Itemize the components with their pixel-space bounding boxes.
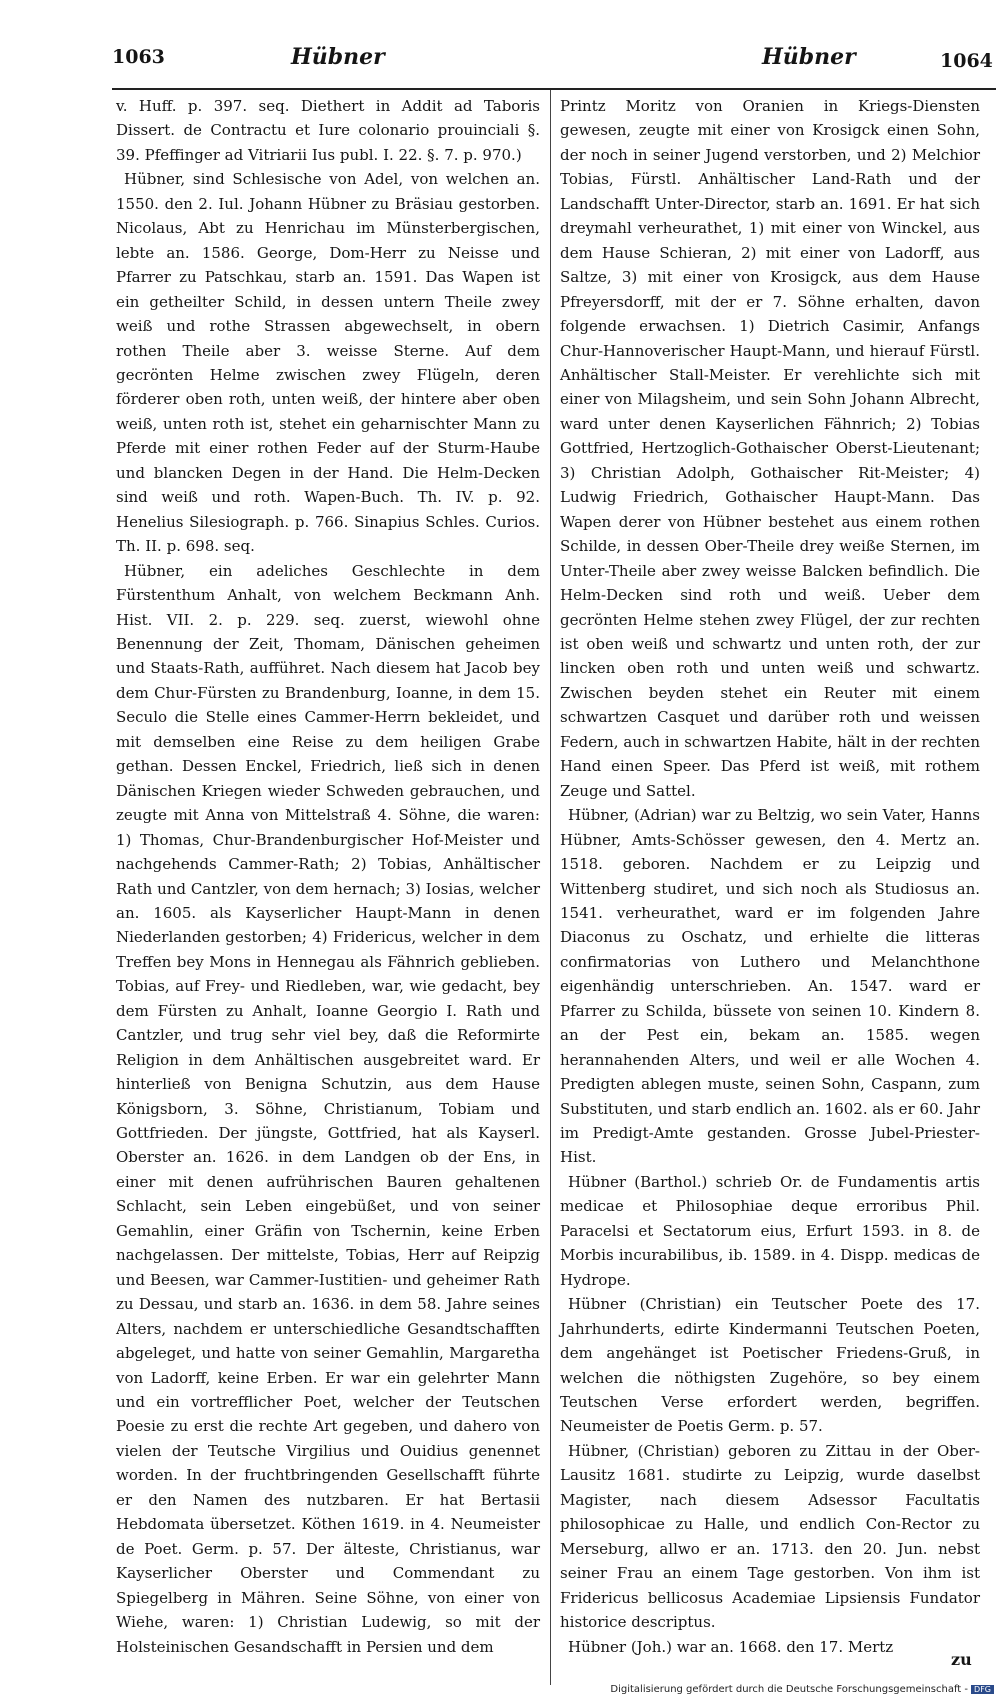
entry-paragraph: Printz Moritz von Oranien in Kriegs-Diensten gewesen, zeugte mit einer von Krosigck einen Sohn, der noch in seiner Jugend verstorben, und 2) Melchior Tobias, Fürstl. Anhältischer Land-Rath und der Landschafft Unter-Director, starb an. 1691. Er hat sich dreymahl verheurathet, 1) mit einer von Winckel, aus dem Hause Schieran, 2) mit einer von Ladorff, aus Saltze, 3) mit einer von Krosigck, aus dem Hause Pfreyersdorff, mit der er 7. Söhne erhalten, davon folgende erwachsen. 1) Dietrich Casimir, Anfangs Chur-Hannoverischer Haupt-Mann, und hierauf Fürstl. Anhältischer Stall-Meister. Er verehlichte sich mit einer von Milagsheim, und sein Sohn Johann Albrecht, ward unter denen Kayserlichen Fähnrich; 2) Tobias Gottfried, Hertzoglich-Gothaischer Oberst-Lieutenant; 3) Christian Adolph, Gothaischer Rit-Meister; 4) Ludwig Friedrich, Gothaischer Haupt-Mann. Das Wapen derer von Hübner bestehet aus einem rothen Schilde, in dessen Ober-Theile drey weiße Sternen, im Unter-Theile aber zwey weisse Balcken befindlich. Die Helm-Decken sind roth und weiß. Ueber dem gecrönten Helme stehen zwey Flügel, der zur rechten ist oben weiß und schwartz und unten roth, der zur lincken oben roth und unten weiß und schwartz. Zwischen beyden stehet ein Reuter mit einem schwartzen Casquet und darüber roth und weissen Federn, auch in schwartzen Habite, hält in der rechten Hand einen Speer. Das Pferd ist weiß, mit rothem Zeuge und Sattel. (560, 97, 980, 800)
dfg-logo: DFG (971, 1685, 994, 1694)
entry-paragraph: Hübner, sind Schlesische von Adel, von welchen an. 1550. den 2. Iul. Johann Hübner zu Bräsiau gestorben. Nicolaus, Abt zu Henrichau im Münsterbergischen, lebte an. 1586. George, Dom-Herr zu Neisse und Pfarrer zu Patschkau, starb an. 1591. Das Wapen ist ein getheilter Schild, in dessen untern Theile zwey weiß und rothe Strassen abgewechselt, in obern rothen Theile aber 3. weisse Sterne. Auf dem gecrönten Helme zwischen zwey Flügeln, deren förderer oben roth, unten weiß, der hintere aber oben weiß, unten roth ist, stehet ein geharnischter Mann zu Pferde mit einer rothen Feder auf der Sturm-Haube und blancken Degen in der Hand. Die Helm-Decken sind weiß und roth. Wapen-Buch. Th. IV. p. 92. Henelius Silesiograph. p. 766. Sinapius Schles. Curios. Th. II. p. 698. seq. (116, 170, 540, 556)
right-column (560, 94, 980, 1659)
column-divider (550, 90, 551, 1685)
entry-paragraph: v. Huff. p. 397. seq. Diethert in Addit ad Taboris Dissert. de Contractu et Iure colonario prouinciali §. 39. Pfeffinger ad Vitriarii Ius publ. I. 22. §. 7. p. 970.) (116, 97, 540, 164)
running-header (112, 44, 1000, 80)
entry-paragraph: Hübner (Joh.) war an. 1668. den 17. Mertz (568, 1637, 894, 1656)
entry-paragraph: Hübner, (Christian) geboren zu Zittau in der Ober-Lausitz 1681. studirte zu Leipzig, wurde daselbst Magister, nach diesem Adsessor Facultatis philosophicae zu Halle, und endlich Con-Rector zu Merseburg, allwo er an. 1713. den 20. Jun. nebst seiner Frau an einem Tage gestorben. Von ihm ist Fridericus bellicosus Academiae Lipsiensis Fundator historice descriptus. (560, 1441, 980, 1632)
digitization-footer (610, 1684, 994, 1695)
entry-paragraph: Hübner, (Adrian) war zu Beltzig, wo sein Vater, Hanns Hübner, Amts-Schösser gewesen, den 4. Mertz an. 1518. geboren. Nachdem er zu Leipzig und Wittenberg studiret, und sich noch als Studiosus an. 1541. verheurathet, ward er im folgenden Jahre Diaconus zu Oschatz, und erhielte die litteras confirmatorias von Luthero und Melanchthone eigenhändig unterschrieben. An. 1547. ward er Pfarrer zu Schilda, büssete von seinen 10. Kindern 8. an der Pest ein, bekam an. 1585. wegen herannahenden Alters, und weil er alle Wochen 4. Predigten ablegen muste, seinen Sohn, Caspann, zum Substituten, und starb endlich an. 1602. als er 60. Jahr im Predigt-Amte gestanden. Grosse Jubel-Priester-Hist. (560, 806, 980, 1167)
entry-paragraph: Hübner, ein adeliches Geschlechte in dem Fürstenthum Anhalt, von welchem Beckmann Anh. Hist. VII. 2. p. 229. seq. zuerst, wiewohl ohne Benennung der Zeit, Thomam, Dänischen geheimen und Staats-Rath, aufführet. Nach diesem hat Jacob bey dem Chur-Fürsten zu Brandenburg, Ioanne, in dem 15. Seculo die Stelle eines Cammer-Herrn bekleidet, und mit demselben eine Reise zu dem heiligen Grabe gethan. Dessen Enckel, Friedrich, ließ sich in denen Dänischen Kriegen wieder Schweden gebrauchen, und zeugte mit Anna von Mittelstraß 4. Söhne, die waren: 1) Thomas, Chur-Brandenburgischer Hof-Meister und nachgehends Cammer-Rath; 2) Tobias, Anhältischer Rath und Cantzler, von dem hernach; 3) Iosias, welcher an. 1605. als Kayserlicher Haupt-Mann in denen Niederlanden gestorben; 4) Fridericus, welcher in dem Treffen bey Mons in Hennegau als Fähnrich geblieben. Tobias, auf Frey- und Riedleben, war, wie gedacht, bey dem Fürsten zu Anhalt, Ioanne Georgio I. Rath und Cantzler, und trug sehr viel bey, daß die Reformirte Religion in dem Anhältischen ausgebreitet ward. Er hinterließ von Benigna Schutzin, aus dem Hause Königsborn, 3. Söhne, Christianum, Tobiam und Gottfrieden. Der jüngste, Gottfried, hat als Kayserl. Oberster an. 1626. in dem Landgen ob der Ens, in einer mit denen aufrührischen Bauren gehaltenen Schlacht, sein Leben eingebüßet, und von seiner Gemahlin, einer Gräfin von Tschernin, keine Erben nachgelassen. Der mittelste, Tobias, Herr auf Reipzig und Beesen, war Cammer-Iustitien- und geheimer Rath zu Dessau, und starb an. 1636. in dem 58. Jahre seines Alters, nachdem er unterschiedliche Gesandtschafften abgeleget, und hatte von seiner Gemahlin, Margaretha von Ladorff, keine Erben. Er war ein gelehrter Mann und ein vortrefflicher Poet, welcher der Teutschen Poesie zu erst die rechte Art gegeben, und dahero von vielen der Teutsche Virgilius und Ouidius genennet worden. In der fruchtbringenden Gesellschafft führte er den Namen des nutzbaren. Er hat Bertasii Hebdomata übersetzet. Köthen 1619. in 4. Neumeister de Poet. Germ. p. 57. Der älteste, Christianus, war Kayserlicher Oberster und Commendant zu Spiegelberg in Mähren. Seine Söhne, von einer von Wiehe, waren: 1) Christian Ludewig, so mit der Holsteinischen Gesandschafft in Persien und dem (116, 561, 540, 1656)
footer-text: Digitalisierung gefördert durch die Deutsche Forschungsgemeinschaft - (610, 1684, 969, 1695)
header-word-right: Hübner (762, 44, 856, 70)
page-number-right: 1064 (940, 50, 993, 72)
page-number-left: 1063 (112, 46, 165, 68)
left-column (116, 94, 540, 1659)
entry-paragraph: Hübner (Barthol.) schrieb Or. de Fundamentis artis medicae et Philosophiae deque erroribus Phil. Paracelsi et Sectatorum eius, Erfurt 1593. in 8. de Morbis incurabilibus, ib. 1589. in 4. Dispp. medicas de Hydrope. (560, 1172, 980, 1289)
header-word-left: Hübner (291, 44, 385, 70)
entry-paragraph: Hübner (Christian) ein Teutscher Poete des 17. Jahrhunderts, edirte Kindermanni Teutschen Poeten, dem angehänget ist Poetischer Friedens-Gruß, in welchen die nöthigsten Zugehöre, so bey einem Teutschen Verse erfordert werden, begriffen. Neumeister de Poetis Germ. p. 57. (560, 1295, 980, 1436)
header-rule (112, 88, 996, 90)
catchword: zu (951, 1650, 972, 1669)
